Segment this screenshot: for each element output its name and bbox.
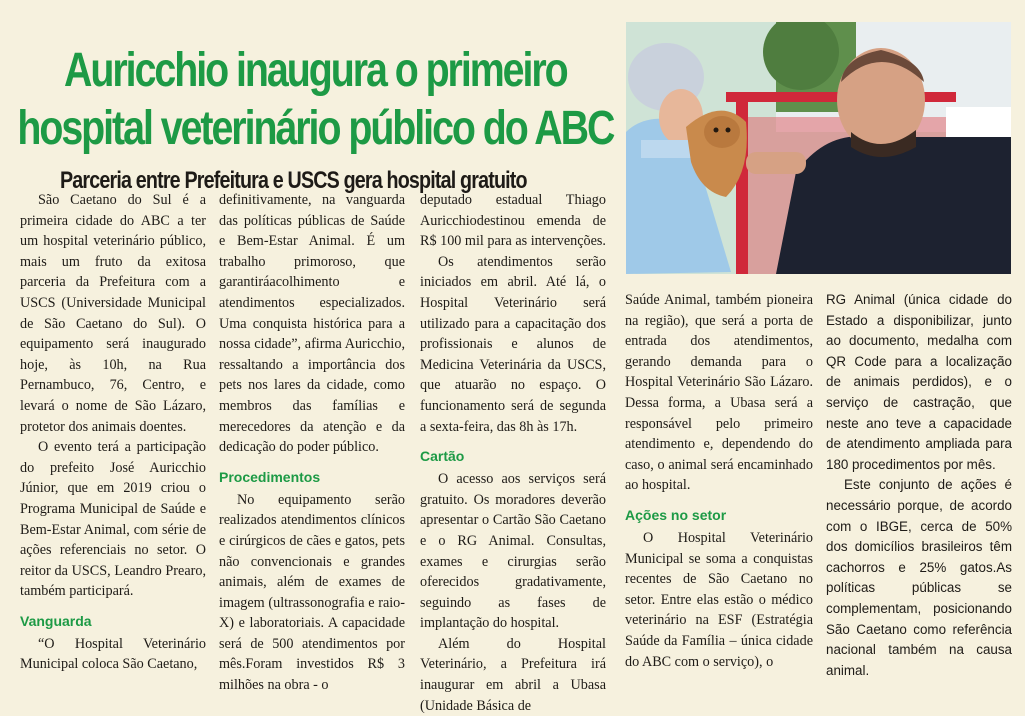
paragraph: deputado estadual Thiago Auricchiodestinou emenda de R$ 100 mil para as intervenções. [420, 192, 606, 250]
section-heading-vanguarda: Vanguarda [20, 612, 92, 629]
section-heading-acoes-no-setor: Ações no setor [625, 506, 727, 523]
paragraph: Os atendimentos serão iniciados em abril. Até lá, o Hospital Veterinário será utilizado para a capacitação dos profissionais e alunos de Medicina Veterinária da USCS, que atuarão no espaço. O funcionamento será de segunda a sexta-feira, das 8h às 17h. [420, 253, 606, 435]
paragraph: O Hospital Veterinário Municipal se soma a conquistas recentes de São Caetano no setor. Entre elas estão o médico veterinário na ESF (Estratégia Saúde da Família – única cidade do ABC com o serviço), o [625, 529, 813, 670]
photo-woman-puppy-man-icon [626, 22, 1011, 274]
paragraph: RG Animal (única cidade do Estado a disponibilizar, junto ao documento, medalha com QR Code para a localização de animais perdidos), e o serviço de castração, que neste ano teve a capacidade de atendimento ampliada para 180 procedimentos por mês. [826, 292, 1012, 472]
paragraph: São Caetano do Sul é a primeira cidade do ABC a ter um hospital veterinário público, mais um fruto da exitosa parceria da Prefeitura com a USCS (Universidade Municipal de São Caetano do Sul). O equipamento será inaugurado hoje, às 10h, na Rua Pernambuco, 76, Centro, e levará o nome de São Lázaro, protetor dos animais doentes. [20, 192, 206, 435]
paragraph: No equipamento serão realizados atendimentos clínicos e cirúrgicos de cães e gatos, pets não convencionais e grandes animais, além de exames de imagem (ultrassonografia e raio-X) e laboratoriais. A capacidade será de 500 atendimentos por mês.Foram investidos R$ 3 milhões na obra - o [219, 491, 405, 694]
article-column-1 [20, 190, 206, 675]
article-column-5 [826, 290, 1012, 681]
section-heading-cartao: Cartão [420, 448, 465, 465]
paragraph: O evento terá a participação do prefeito José Auricchio Júnior, que em 2019 criou o Programa Municipal de Saúde e Bem-Estar Animal, com série de ações referenciais no setor. O reitor da USCS, Leandro Prearo, também participará. [20, 439, 206, 600]
article-photo [626, 22, 1011, 274]
article-column-4 [625, 290, 813, 672]
paragraph: definitivamente, na vanguarda das políticas públicas de Saúde e Bem-Estar Animal. É um trabalho primoroso, que garantiráacolhimento e atendimentos especializados. Uma conquista histórica para a nossa cidade”, afirma Auricchio, ressaltando a importância dos pets nos lares da cidade, como membros das famílias e merecedores da atenção e da dedicação do poder público. [219, 192, 405, 456]
paragraph: O acesso aos serviços será gratuito. Os moradores deverão apresentar o Cartão São Caetano e o RG Animal. Consultas, exames e cirurgias serão oferecidos gradativamente, seguindo as fases de implantação do hospital. [420, 471, 606, 632]
paragraph: Além do Hospital Veterinário, a Prefeitura irá inaugurar em abril a Ubasa (Unidade Básica de [420, 635, 606, 714]
paragraph: Saúde Animal, também pioneira na região), que será a porta de entrada dos atendimentos, gerando demanda para o Hospital Veterinário São Lázaro. Dessa forma, a Ubasa será a responsável pelo primeiro atendimento e, dependendo do caso, o animal será encaminhado ao hospital. [625, 292, 813, 494]
headline: Auricchio inaugura o primeiro hospital veterinário público do ABC [17, 44, 614, 156]
section-heading-procedimentos: Procedimentos [219, 468, 321, 485]
article-column-2 [219, 190, 405, 696]
paragraph: Este conjunto de ações é necessário porque, de acordo com o IBGE, cerca de 50% dos domicílios brasileiros têm cachorros e 25% gatos.As políticas públicas se complementam, posicionando São Caetano como referência nacional também na causa animal. [826, 477, 1012, 678]
article-column-3 [420, 190, 606, 716]
paragraph: “O Hospital Veterinário Municipal coloca São Caetano, [20, 635, 206, 673]
subheadline: Parceria entre Prefeitura e USCS gera hospital gratuito [60, 166, 527, 194]
